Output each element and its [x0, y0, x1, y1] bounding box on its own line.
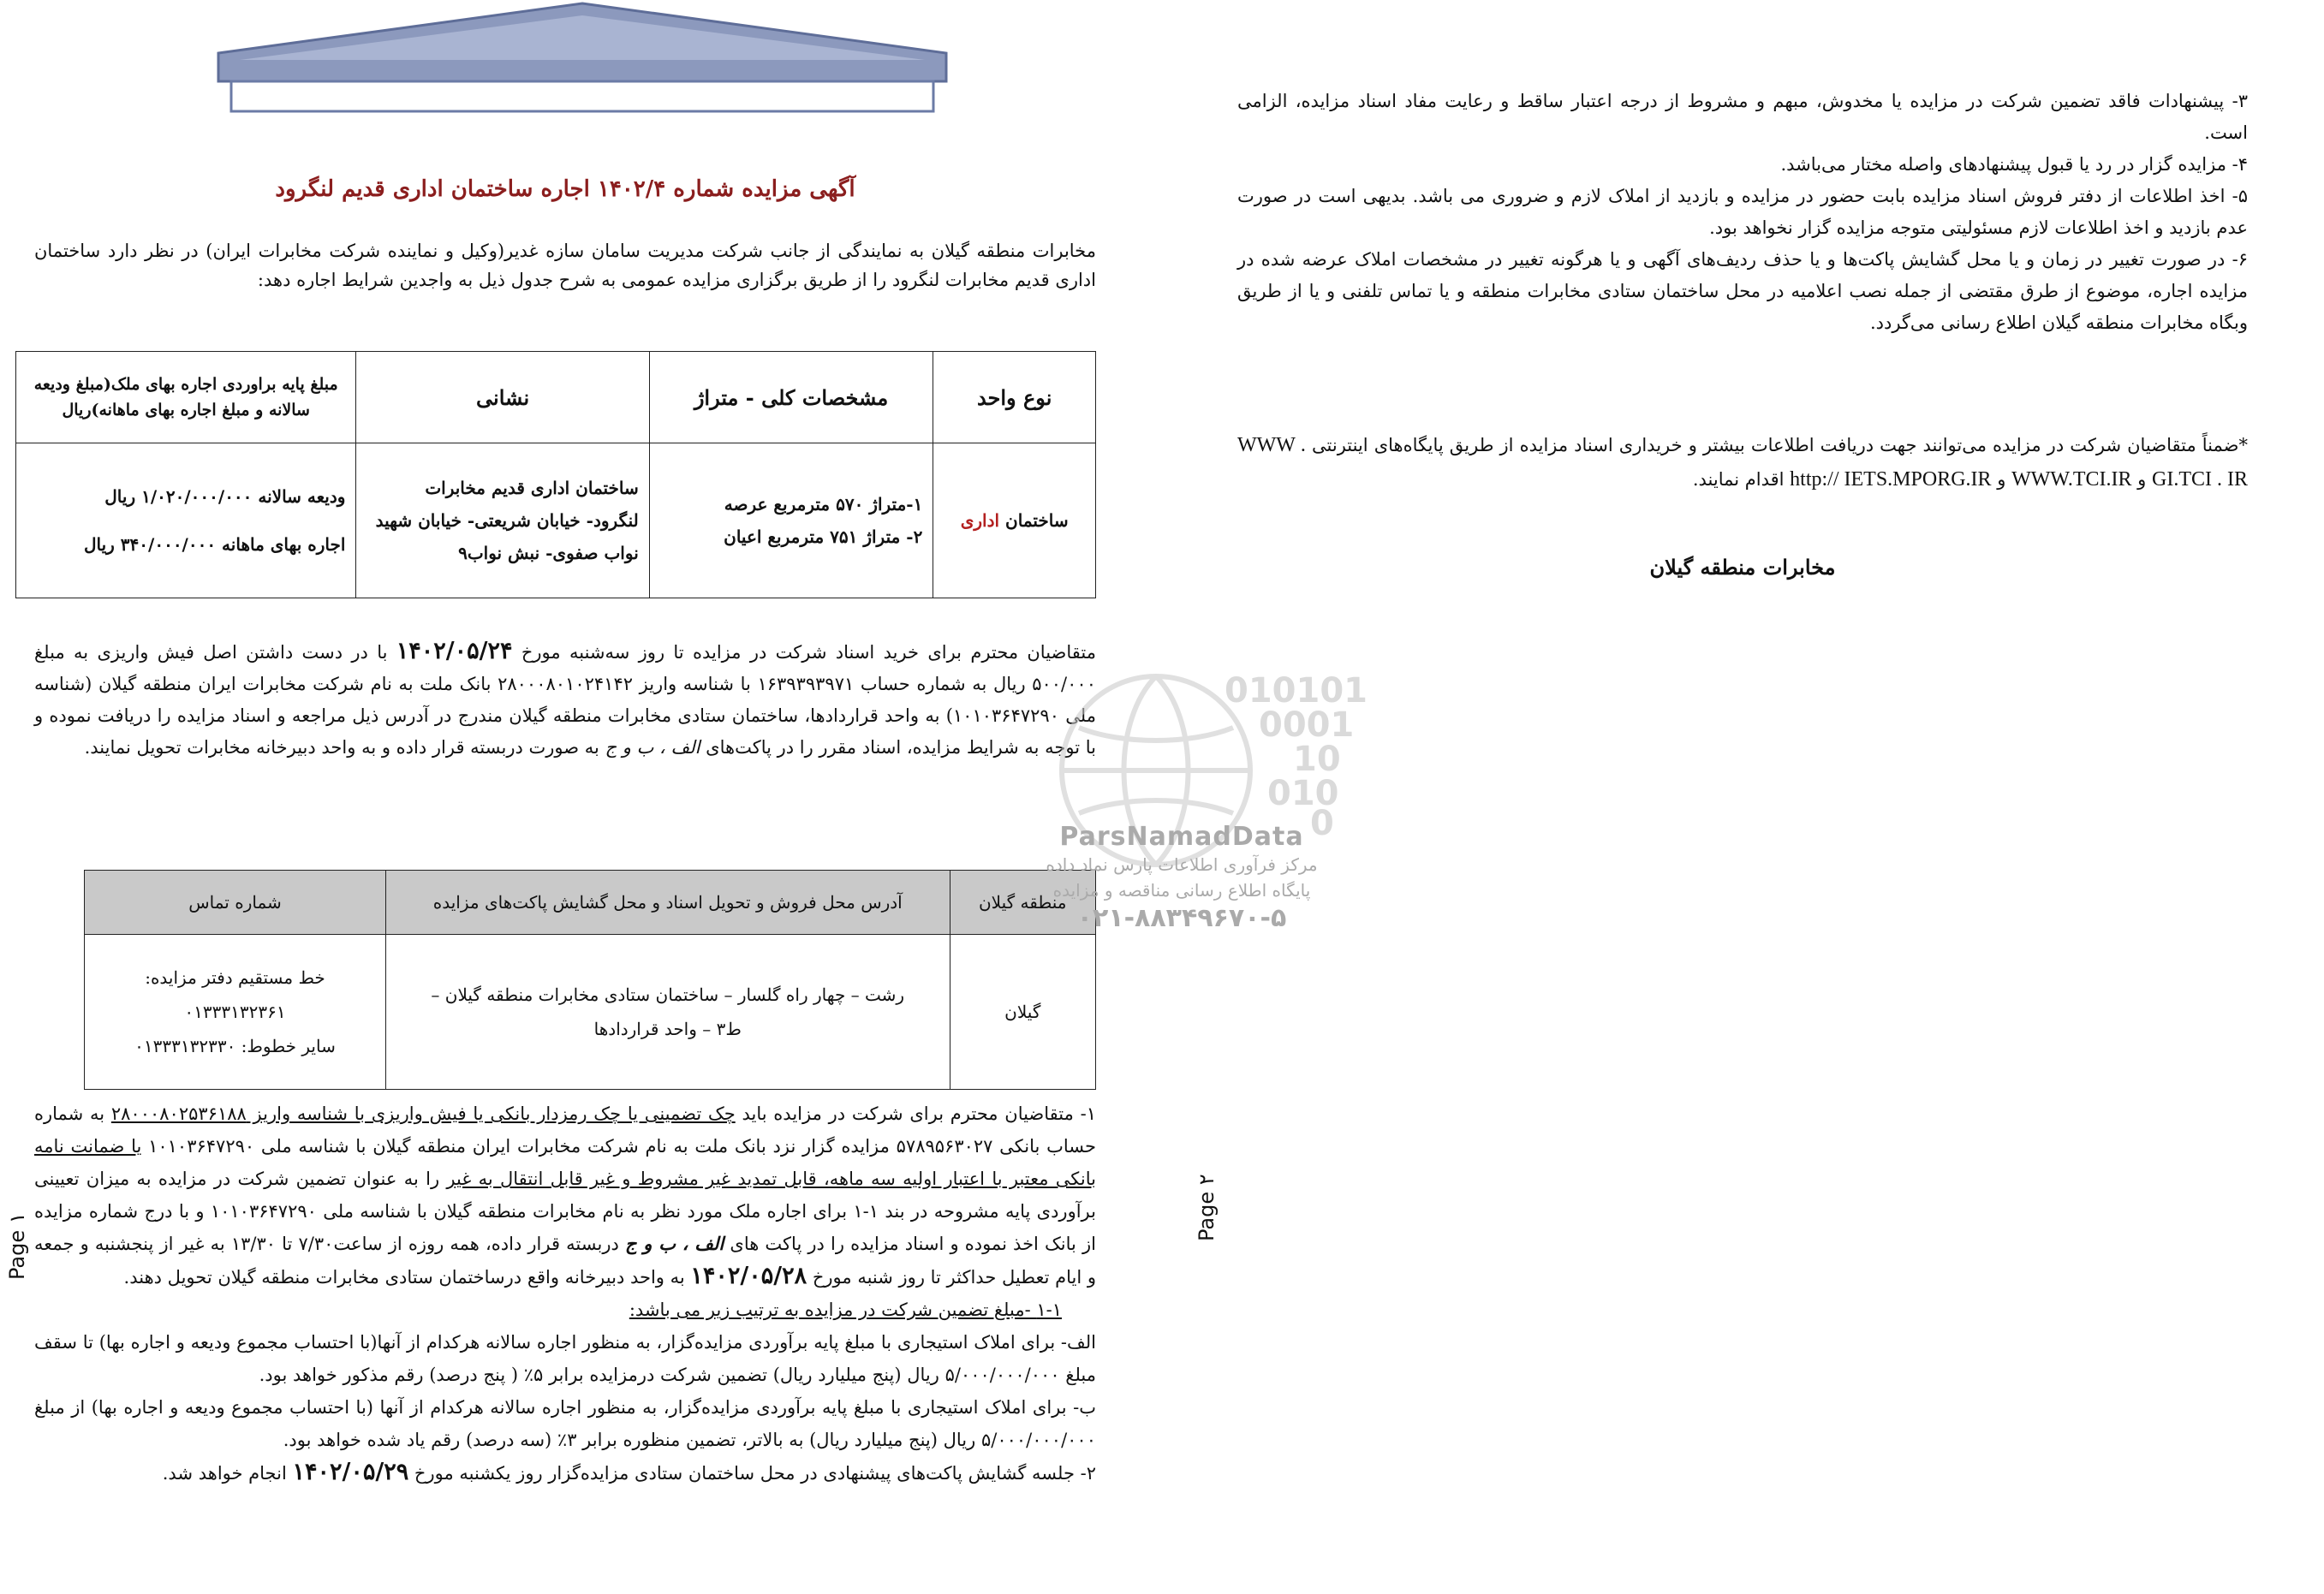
cell-sale-address	[386, 935, 950, 1090]
intro-paragraph: مخابرات منطقه گیلان به نمایندگی از جانب شرکت مدیریت سامان سازه غدیر(وکیل و نماینده شرکت مخابرات ایران) در نظر دارد ساختمان اداری قدیم مخابرات لنگرود را از طریق برگزاری مزایده عمومی به شرح جدول ذیل به واجدین شرایط اجاره دهد:	[34, 241, 1096, 290]
rule-1-packets: الف ، ب و ج	[624, 1233, 724, 1254]
sale-address-line-2: ط۳ – واحد قراردادها	[593, 1019, 742, 1039]
rule-alef: الف- برای املاک استیجاری با مبلغ پایه برآوردی مزایده‌گزار، به منظور اجاره سالانه هرکدام از آنها(با احتساب مجموع ودیعه و اجاره بها) تا سقف مبلغ ۵/۰۰۰/۰۰۰/۰۰۰ ریال (پنج میلیارد ریال) تضمین شرکت درمزایده برابر ۵٪ ( پنج درصد) رقم مذکور خواهد بود.	[34, 1332, 1096, 1385]
wm-digits-1: 010101	[1225, 671, 1368, 711]
rule-be: ب- برای املاک استیجاری با مبلغ پایه برآوردی مزایده‌گزار، به منظور اجاره سالانه هرکدام از آنها (با احتساب مجموع ودیعه و اجاره بها) از مبلغ ۵/۰۰۰/۰۰۰/۰۰۰ ریال (پنج میلیارد ریال) به بالاتر، تضمین منظوره برابر ۳٪ (سه درصد) رقم یاد شده خواهد بود.	[34, 1397, 1096, 1450]
wm-line-1: مرکز فرآوری اطلاعات پارس نماد داده	[1046, 854, 1318, 875]
rule-4: ۴- مزایده گزار در رد یا قبول پیشنهادهای واصله مختار می‌باشد.	[1780, 154, 2248, 175]
note-part-1: *ضمناً متقاضیان شرکت در مزایده می‌توانند جهت دریافت اطلاعات بیشتر و خریداری اسناد مزایده از طریق پایگاه‌های اینترنتی	[1312, 435, 2248, 455]
page-number-2: Page ۲	[1195, 1174, 1219, 1241]
price-monthly: اجاره بهای ماهانه ۳۴۰/۰۰۰/۰۰۰ ریال	[83, 534, 346, 555]
rule-1-underlined-2: یا ضمانت نامه بانکی معتبر با اعتبار اولیه سه ماهه، قابل تمدید غیر مشروط و غیر قابل انتقال به غیر	[34, 1136, 1096, 1189]
rule-1-1-heading: ۱-۱ -مبلغ تضمین شرکت در مزایده به ترتیب زیر می باشد:	[629, 1300, 1062, 1320]
header-region: منطقه گیلان	[950, 871, 1096, 935]
rule-1-underlined-1: چک تضمینی یا چک رمزدار بانکی یا فیش واریزی با شناسه واریز ۲۸۰۰۰۸۰۲۵۳۶۱۸۸	[110, 1103, 736, 1124]
cell-address: ساختمان اداری قدیم مخابرات لنگرود- خیابان شریعتی- خیابان شهید نواب صفوی- نبش نواب۹	[356, 443, 649, 598]
instructions-part-3: به صورت دربسته قرار داده و به واحد دبیرخانه مخابرات تحویل نمایند.	[84, 737, 599, 758]
cell-region: گیلان	[950, 935, 1096, 1090]
header-price: مبلغ پایه براوردی اجاره بهای ملک(مبلغ ودیعه سالانه و مبلغ اجاره بهای ماهانه)ریال	[16, 352, 356, 443]
rule-3: ۳- پیشنهادات فاقد تضمین شرکت در مزایده یا مخدوش، مبهم و مشروط از درجه اعتبار ساقط و رعایت مفاد اسناد مزایده، الزامی است.	[1237, 91, 2248, 143]
rules-continued	[1237, 86, 2248, 339]
notice-title: آگهی مزایده شماره ۱۴۰۲/۴ اجاره ساختمان اداری قدیم لنگرود	[275, 176, 855, 202]
header-spec: مشخصات کلی - متراژ	[649, 352, 933, 443]
sale-address-line-1: رشت – چهار راه گلسار – ساختمان ستادی مخابرات منطقه گیلان –	[431, 984, 905, 1005]
wm-digits-3: 10	[1293, 740, 1341, 779]
conjunction-1: و	[2137, 469, 2147, 490]
wm-brand: ParsNamadData	[1059, 822, 1304, 852]
watermark-text	[1019, 822, 1344, 933]
cell-spec	[649, 443, 933, 598]
header-phone: شماره تماس	[85, 871, 386, 935]
table-row	[85, 935, 1096, 1090]
header-sale-address: آدرس محل فروش و تحویل اسناد و محل گشایش پاکت‌های مزایده	[386, 871, 950, 935]
direct-line-number: ۰۱۳۳۳۱۳۲۳۶۱	[184, 1002, 286, 1022]
packets-label: الف ، ب و ج	[605, 737, 700, 758]
rule-1-part-1: ۱- متقاضیان محترم برای شرکت در مزایده باید	[742, 1103, 1096, 1124]
conjunction-2: و	[1997, 469, 2006, 490]
websites-note	[1237, 428, 2248, 497]
rule-5: ۵- اخذ اطلاعات از دفتر فروش اسناد مزایده بابت حضور در مزایده و بازدید از املاک لازم و ضروری می باشد. بدیهی است در صورت عدم بازدید و اخذ اطلاعات لازم مسئولیتی متوجه مزایده گزار نخواهد بود.	[1237, 186, 2248, 238]
wm-digits-2: 0001	[1259, 705, 1355, 745]
page-number-1: Page ۱	[5, 1212, 29, 1280]
rule-1-part-5: به واحد دبیرخانه واقع درساختمان ستادی مخابرات منطقه گیلان تحویل دهند.	[123, 1267, 685, 1288]
website-link-3[interactable]: http:// IETS.MPORG.IR	[1790, 468, 1992, 491]
note-part-2: اقدام نمایند.	[1692, 469, 1785, 490]
cell-price	[16, 443, 356, 598]
header-address: نشانی	[356, 352, 649, 443]
wm-phone: ۰۲۱-۸۸۳۴۹۶۷۰-۵	[1076, 903, 1287, 933]
wm-digits-5: 0	[1310, 804, 1334, 843]
instructions-part-2: با در دست داشتن اصل فیش واریزی به مبلغ ۵۰۰/۰۰۰ ریال به شماره حساب ۱۶۳۹۳۹۳۹۷۱ با شناسه واریز ۲۸۰۰۰۸۰۱۰۲۴۱۴۲ بانک ملت به نام شرکت مخابرات ایران منطقه گیلان (شناسه ملی ۱۰۱۰۳۶۴۷۲۹۰) به واحد قراردادها، ساختمان ستادی مخابرات منطقه گیلان مندرج در آدرس ذیل مراجعه و اسناد مزایده را دریافت نموده و با توجه به شرایط مزایده، اسناد مقرر را در پاکت‌های	[34, 642, 1096, 758]
spec-line-1: ۱-متراژ ۵۷۰ مترمربع عرصه	[724, 494, 923, 514]
rule-1-part-4: دربسته قرار داده، همه روزه از ساعت۷/۳۰ تا ۱۳/۳۰ به غیر از پنجشنبه و جمعه و ایام تعطیل حداکثر تا روز شنبه مورخ	[34, 1234, 1096, 1288]
wm-line-2: پایگاه اطلاع رسانی مناقصه و مزایده	[1052, 880, 1311, 901]
property-table	[15, 351, 1096, 598]
website-link-1[interactable]: WWW . GI.TCI . IR	[1237, 434, 2248, 491]
rules-section	[34, 1097, 1096, 1490]
rule-2-part-1: ۲- جلسه گشایش پاکت‌های پیشنهادی در محل ساختمان ستادی مزایده‌گزار روز یکشنبه مورخ	[414, 1463, 1096, 1484]
contact-table	[84, 870, 1096, 1090]
right-page	[1237, 0, 2248, 1594]
wm-digits-4: 010	[1267, 774, 1339, 813]
rule-1	[34, 1097, 1096, 1294]
unit-type-prefix: ساختمان	[1005, 510, 1069, 531]
header-unit-type: نوع واحد	[933, 352, 1096, 443]
signature: مخابرات منطقه گیلان	[1649, 555, 1836, 580]
spec-line-2: ۲- متراژ ۷۵۱ مترمربع اعیان	[724, 526, 923, 547]
price-deposit: ودیعه سالانه ۱/۰۲۰/۰۰۰/۰۰۰ ریال	[104, 486, 346, 507]
cell-unit-type	[933, 443, 1096, 598]
table-row	[16, 443, 1096, 598]
cell-phone	[85, 935, 386, 1090]
header-banner-graphic	[214, 0, 950, 128]
rule-6: ۶- در صورت تغییر در زمان و یا محل گشایش پاکت‌ها و یا حذف ردیف‌های آگهی و یا هرگونه تغییر در مشخصات املاک عرضه شده در مزایده اجاره، موضوع از طرق مقتضی از جمله نصب اعلامیه در محل ساختمان ستادی مخابرات منطقه و یا تماس تلفنی و یا از طریق وبگاه مخابرات منطقه گیلان اطلاع رسانی می‌گردد.	[1237, 249, 2248, 333]
table-header-row	[16, 352, 1096, 443]
website-link-2[interactable]: WWW.TCI.IR	[2011, 468, 2132, 491]
opening-date: ۱۴۰۲/۰۵/۲۹	[292, 1459, 409, 1485]
rule-2	[34, 1456, 1096, 1490]
unit-type-highlight: اداری	[960, 510, 1000, 531]
instructions-part-1: متقاضیان محترم برای خرید اسناد شرکت در مزایده تا روز سه‌شنبه مورخ	[521, 642, 1096, 663]
submission-deadline-date: ۱۴۰۲/۰۵/۲۸	[690, 1263, 807, 1289]
rule-1-part-3: را به عنوان تضمین شرکت در مزایده به میزان تعیینی برآوردی پایه مشروحه در بند ۱-۱ برای اجاره ملک مورد نظر به نام مخابرات منطقه گیلان با شناسه ملی ۱۰۱۰۳۶۴۷۲۹۰ و با درج شماره مزایده از بانک اخذ نموده و اسناد مزایده را در پاکت های	[34, 1169, 1096, 1254]
rule-1-part-2: به شماره حساب بانکی ۵۷۸۹۵۶۳۰۲۷ مزایده گزار نزد بانک ملت به نام شرکت مخابرات ایران منطقه گیلان با شناسه ملی ۱۰۱۰۳۶۴۷۲۹۰	[34, 1103, 1096, 1157]
left-page	[34, 0, 1096, 1594]
rule-2-part-2: انجام خواهد شد.	[162, 1463, 287, 1484]
direct-line-label: خط مستقیم دفتر مزایده:	[145, 967, 325, 988]
purchase-deadline-date: ۱۴۰۲/۰۵/۲۴	[396, 638, 513, 664]
contact-header-row	[85, 871, 1096, 935]
purchase-instructions	[34, 635, 1096, 764]
other-lines: سایر خطوط: ۰۱۳۳۳۱۳۲۳۳۰	[134, 1036, 336, 1056]
